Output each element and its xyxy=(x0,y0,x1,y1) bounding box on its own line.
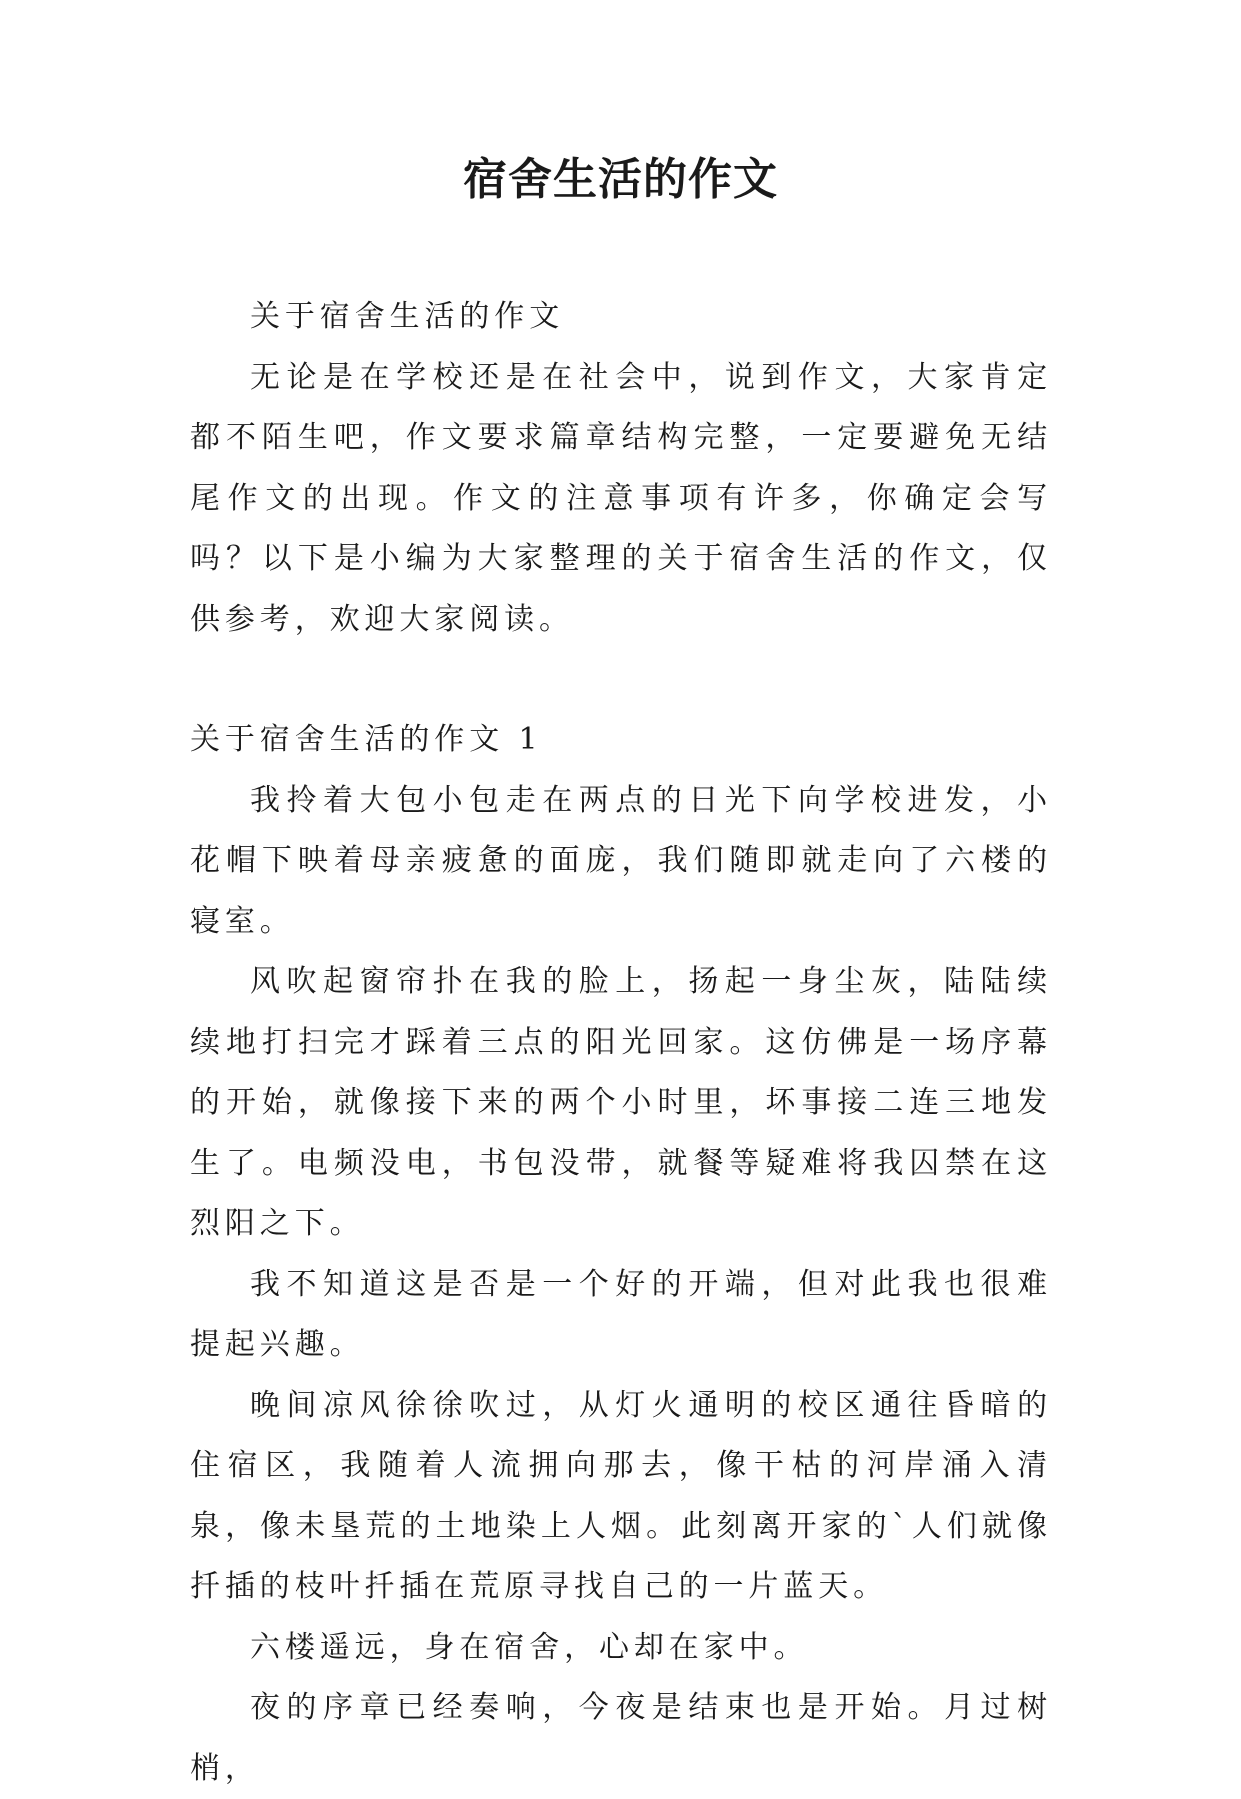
document-body xyxy=(190,287,1052,1799)
body-paragraph: 我拎着大包小包走在两点的日光下向学校进发，小花帽下映着母亲疲惫的面庞，我们随即就走向了六楼的寝室。 xyxy=(190,782,1052,939)
paragraph-gap xyxy=(190,650,1052,710)
document-title: 宿舍生活的作文 xyxy=(463,154,778,205)
body-paragraph: 风吹起窗帘扑在我的脸上，扬起一身尘灰，陆陆续续地打扫完才踩着三点的阳光回家。这仿佛是一场序幕的开始，就像接下来的两个小时里，坏事接二连三地发生了。电频没电，书包没带，就餐等疑难将我囚禁在这烈阳之下。 xyxy=(190,964,1052,1241)
body-paragraph: 晚间凉风徐徐吹过，从灯火通明的校区通往昏暗的住宿区，我随着人流拥向那去，像干枯的河岸涌入清泉，像未垦荒的土地染上人烟。此刻离开家的`人们就像扦插的枝叶扦插在荒原寻找自己的一片蓝天。 xyxy=(190,1387,1052,1604)
body-paragraph: 我不知道这是否是一个好的开端，但对此我也很难提起兴趣。 xyxy=(190,1266,1052,1362)
body-paragraph: 夜的序章已经奏响，今夜是结束也是开始。月过树梢， xyxy=(190,1690,1052,1786)
section-heading: 关于宿舍生活的作文 1 xyxy=(190,722,543,757)
document-subtitle: 关于宿舍生活的作文 xyxy=(250,299,565,334)
body-paragraph: 六楼遥远，身在宿舍，心却在家中。 xyxy=(250,1629,809,1665)
intro-paragraph: 无论是在学校还是在社会中，说到作文，大家肯定都不陌生吧，作文要求篇章结构完整，一定要避免无结尾作文的出现。作文的注意事项有许多，你确定会写吗？以下是小编为大家整理的关于宿舍生活的作文，仅供参考，欢迎大家阅读。 xyxy=(190,359,1052,637)
